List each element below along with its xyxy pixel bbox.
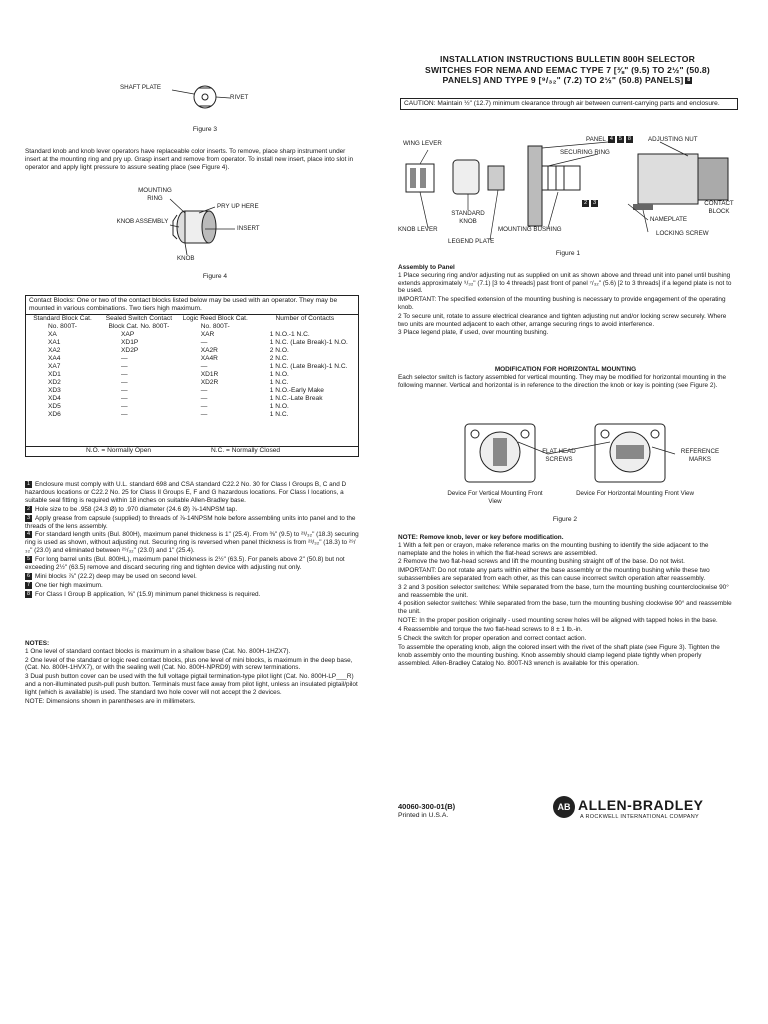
table-cell: XD1R (200, 371, 219, 378)
caution-text: CAUTION: Maintain ½" (12.7) minimum clearance through air between current-carrying parts and enclosure. (404, 100, 720, 107)
modification-step: 1 With a felt pen or crayon, make reference marks on the mounting bushing to identify the side adjacent to the nameplate and the holes in which the flat-head screws are assembled. (398, 541, 709, 557)
table-cell: — (200, 363, 208, 370)
table-cell: — (121, 387, 128, 394)
rivet-label: RIVET (230, 94, 249, 101)
table-row (26, 379, 358, 387)
table-cell: XAP (121, 331, 135, 338)
assembly-step: 1 Place securing ring and/or adjusting nut as supplied on unit as shown above and thread unit into panel until bushing extends approximately ⁹/₃₂" (7.1) [3 to 4 threads] past front of panel ⁷/₃₂" (5.6) [2 to 3 threads] if a legend plate is not to be used. (398, 271, 732, 295)
table-cell: 1 N.C. (269, 411, 289, 418)
note-item: 1 One level of standard contact blocks is maximum in a shallow base (Cat. No. 800H-1HZX7). (25, 647, 291, 655)
modification-text: Each selector switch is factory assembled for vertical mounting. They may be modified for horizontal mounting in the following manner. Vertical and horizontal is in reference to the direction the knob or key is pointing (see Figure 2). (398, 373, 727, 389)
table-cell: — (200, 403, 208, 410)
horizontal-caption: Device For Horizontal Mounting Front View (576, 490, 694, 497)
printed-in: Printed in U.S.A. (398, 812, 449, 819)
locking-screw-label: LOCKING SCREW (656, 230, 709, 237)
table-row (26, 403, 358, 411)
flat-head-screws-label: FLAT HEAD SCREWS (542, 448, 576, 463)
modification-heading: MODIFICATION FOR HORIZONTAL MOUNTING (494, 366, 637, 373)
notes-heading: NOTES: (25, 640, 50, 647)
table-cell: 1 N.O. (269, 371, 289, 378)
footnote-text: For long barrel units (Bul. 800HL), maximum panel thickness is 2½" (63.5). For panels above 2" (50.8) but not exceeding 2½" (63.5) remove and discard securing ring and tighten device with adjusting nut only. (25, 556, 345, 571)
contact-block-label: CONTACT BLOCK (704, 200, 734, 215)
title-line: INSTALLATION INSTRUCTIONS BULLETIN 800H SELECTOR (439, 54, 695, 64)
knob-lever-label: KNOB LEVER (398, 226, 438, 233)
figure-4 (115, 185, 315, 285)
table-cell: — (200, 339, 208, 346)
figure-1 (398, 132, 743, 262)
table-cell: XD4 (48, 395, 61, 402)
table-cell: — (121, 403, 128, 410)
table-cell: — (200, 395, 208, 402)
brand-name: ALLEN-BRADLEY (578, 797, 704, 813)
modification-step: IMPORTANT: Do not rotate any parts within either the base assembly or the mounting bushing while these two subassemblies are separated from each other, as this can cause incorrect switch operation after reassembly. (398, 567, 710, 582)
assembly-step: 3 Place legend plate, if used, over mounting bushing. (398, 329, 549, 337)
shaft-plate-label: SHAFT PLATE (120, 84, 162, 91)
table-cell: XA4 (48, 355, 61, 362)
table-cell: — (200, 411, 208, 418)
figure-2 (430, 412, 730, 532)
table-cell: XD1P (121, 339, 139, 346)
footnote (25, 573, 360, 581)
footnote (25, 591, 360, 599)
table-row (26, 355, 358, 363)
brand-subtitle: A ROCKWELL INTERNATIONAL COMPANY (580, 814, 700, 820)
securing-ring-label: SECURING RING (560, 149, 610, 156)
table-cell: XA4R (200, 355, 218, 362)
table-cell: — (121, 379, 128, 386)
table-cell: XD2R (200, 379, 219, 386)
figure-3 (110, 75, 280, 137)
nameplate-label: NAMEPLATE (650, 216, 688, 223)
legend-plate-label: LEGEND PLATE (448, 238, 495, 245)
table-cell: — (121, 411, 128, 418)
figure-1-caption: Figure 1 (555, 250, 581, 257)
table-cell: 1 N.C. (Late Break)-1 N.O. (269, 339, 348, 346)
closing-paragraph: To assemble the operating knob, align the colored insert with the rivet of the shaft plate (see Figure 3). Tighten the knob assembly onto the mounting bushing. Knob assembly should clamp legend plate tightly when properly assembled. Allen-Bradley Catalog No. 800T-N3 wrench is available for this operation. (398, 644, 720, 667)
footnotes (25, 481, 360, 600)
pry-up-here-label: PRY UP HERE (217, 203, 259, 210)
adjusting-nut-label: ADJUSTING NUT (648, 136, 698, 143)
table-cell: 2 N.O. (269, 347, 289, 354)
footnote (25, 515, 360, 531)
knob-assembly-label: KNOB ASSEMBLY (116, 218, 169, 225)
table-row (26, 331, 358, 339)
assembly-step: 2 To secure unit, rotate to assure electrical clearance and tighten adjusting nut and/or locking screw securely. Where two units are mounted adjacent to each other, arrange securing rings to avoid interference. (398, 312, 727, 328)
footnote-ref: 8 (687, 77, 691, 84)
table-row (26, 395, 358, 403)
table-cell: — (121, 371, 128, 378)
footnote-number: 3 (26, 514, 31, 521)
reference-marks-label: REFERENCE MARKS (680, 448, 720, 463)
contact-block-table (25, 295, 359, 457)
footnote-text: One tier high maximum. (35, 581, 103, 589)
vertical-caption: Device For Vertical Mounting Front View (447, 490, 543, 505)
figure-2-caption: Figure 2 (552, 516, 578, 523)
modification-step: 4 position selector switches: While separated from the base, turn the mounting bushing clockwise 90° and reassemble the unit. (398, 600, 732, 616)
footnote-ref: 2 3 (583, 200, 597, 206)
footnote-text: Mini blocks ⅞" (22.2) deep may be used on second level. (35, 572, 197, 580)
dimension-note: NOTE: Dimensions shown in parentheses are in millimeters. (25, 697, 196, 705)
table-cell: XD2P (121, 347, 139, 354)
assembly-section (398, 264, 733, 338)
col-header: Standard Block Cat. No. 800T- (33, 315, 92, 330)
table-cell: XA2 (48, 347, 61, 354)
table-cell: XA (48, 331, 57, 338)
standard-knob-label: STANDARD KNOB (451, 210, 485, 225)
footer-nc: N.C. = Normally Closed (211, 447, 281, 454)
col-header: Sealed Switch Contact Block Cat. No. 800T- (105, 315, 173, 330)
title-line: PANELS] AND TYPE 9 [⁹/₃₂" (7.2) TO 2½" (50.8) PANELS] 8 (442, 75, 691, 85)
mounting-ring-label: MOUNTING RING (138, 187, 172, 202)
modification-step: 5 Check the switch for proper operation and correct contact action. (398, 634, 587, 642)
notes-section (25, 640, 360, 705)
allen-bradley-logo (553, 796, 575, 818)
table-cell: 1 N.O.-1 N.C. (269, 331, 310, 338)
table-row (26, 387, 358, 395)
footnote-text: Apply grease from capsule (supplied) to threads of ⅞-14NPSM hole before assembling units into panel and to the threads of the lens assembly. (25, 514, 356, 530)
table-cell: XA7 (48, 363, 61, 370)
modification-step: 3 2 and 3 position selector switches: While separated from the base, turn the mounting bushing counterclockwise 90° and reassemble the unit. (398, 583, 729, 599)
table-cell: XAR (200, 331, 215, 338)
table-cell: 1 N.C. (269, 379, 289, 386)
modification-step: NOTE: In the proper position originally - used mounting screw holes will be aligned with tapped holes in the base. (398, 616, 718, 624)
footnote (25, 506, 360, 514)
table-cell: 1 N.C. (Late Break)-1 N.C. (269, 363, 348, 370)
intro-paragraph: Standard knob and knob lever operators have replaceable color inserts. To remove, place sharp instrument under insert at the mounting ring and pry up. Grasp insert and remove from operator. To install new insert, place into slot in operator and apply light pressure to assure seating place (see Figure 4). (25, 148, 354, 171)
shaft-plate-diagram (110, 75, 280, 123)
table-cell: — (200, 387, 208, 394)
caution-box (400, 98, 738, 110)
footnote-number: 1 (26, 481, 31, 487)
table-row (26, 363, 358, 371)
modification-note: NOTE: Remove knob, lever or key before modification. (398, 534, 564, 541)
table-cell: XD5 (48, 403, 61, 410)
table-cell: XA1 (48, 339, 61, 346)
table-cell: 1 N.O. (269, 403, 289, 410)
footnote-text: For Class I Group B application, ⅝" (15.9) minimum panel thickness is required. (35, 590, 261, 598)
figure-3-caption: Figure 3 (192, 126, 218, 133)
table-cell: — (121, 363, 128, 370)
footnote (25, 481, 360, 505)
footnote-number: 8 (26, 590, 31, 597)
table-cell: — (121, 395, 128, 402)
footnote (25, 556, 360, 572)
table-footer (26, 446, 358, 456)
table-row (26, 371, 358, 379)
footnote-number: 6 (26, 572, 31, 579)
table-cell: XD3 (48, 387, 61, 394)
table-cell: 1 N.C.-Late Break (269, 395, 323, 402)
table-cell: 2 N.C. (269, 355, 289, 362)
footnote-text: For standard length units (Bul. 800H), maximum panel thickness is 1" (25.4). From ⅜" (9.5) to ²³/₃₂" (18.3) securing ring is used as shown, without adjusting nut. Securing ring is reversed when panel thickness is from ²³/₃₂" (18.3) to ²⁹/₃₂" (23.0) and eliminated between ²⁹/₃₂" (23.0) and 1" (25.4). (25, 531, 359, 555)
title-line: SWITCHES FOR NEMA AND EEMAC TYPE 7 [⅜" (9.5) TO 2½" (50.8) (425, 64, 710, 75)
col-header: Logic Reed Block Cat. No. 800T- (182, 315, 248, 330)
footnote-text: Enclosure must comply with U.L. standard 698 and CSA standard C22.2 No. 30 for Class I Groups B, C and D hazardous locations or C22.2 No. 25 for Class II Groups E, F and G hazardous locations. For Class I locations, a suitable seal fitting is required within 18 inches on suitable Allen-Bradley base. (25, 481, 347, 504)
logo-text: AB (557, 802, 571, 812)
col-header: Number of Contacts (275, 315, 335, 322)
insert-label: INSERT (237, 225, 260, 232)
table-row (26, 347, 358, 355)
footnote (25, 582, 360, 590)
footer-no: N.O. = Normally Open (86, 447, 152, 454)
footnote (25, 531, 360, 555)
note-item: 3 Dual push button cover can be used with the full voltage pigtail termination-type pilot light (Cat. No. 800H-LP___R) and a non-illuminated push-pull push button. Terminals must face away from pilot light, unless an insulated pigtail/pilot light (which is available) is used. The standard two hole cover will not accept the 2 devices. (25, 673, 358, 696)
footnote-text: Hole size to be .958 (24.3 Ø) to .970 diameter (24.6 Ø) ⅞-14NPSM tap. (35, 505, 238, 513)
table-cell: XD6 (48, 411, 61, 418)
document-number: 40060-300-01(B) (398, 802, 456, 811)
note-item: 2 One level of the standard or logic reed contact blocks, plus one level of mini blocks, is maximum in the deep base, (Cat. No. 800H-1HVX7), or with the sealing well (Cat. No. 800H-NPRD9) with screw terminations. (25, 656, 353, 672)
table-row (26, 339, 358, 347)
wing-lever-label: WING LEVER (403, 140, 442, 147)
table-cell: 1 N.O.-Early Make (269, 387, 324, 394)
table-cell: — (121, 355, 128, 362)
mounting-bushing-label: MOUNTING BUSHING (498, 226, 562, 233)
footnote-number: 2 (26, 505, 31, 512)
footnote-number: 4 (26, 531, 31, 538)
modification-section (398, 366, 733, 389)
table-row (26, 411, 358, 419)
table-cell: XD1 (48, 371, 61, 378)
assembly-step: IMPORTANT: The specified extension of the mounting bushing is necessary to provide engagement of the operating knob. (398, 296, 726, 311)
modification-steps (398, 534, 733, 668)
table-cell: XD2 (48, 379, 61, 386)
assembly-heading: Assembly to Panel (398, 264, 455, 271)
page-title (395, 54, 740, 86)
table-intro: Contact Blocks: One or two of the contact blocks listed below may be used with an operator. They may be mounted in various combinations. Two tiers high maximum. (26, 296, 358, 315)
modification-step: 2 Remove the two flat-head screws and lift the mounting bushing straight off of the base. Do not twist. (398, 558, 685, 566)
modification-step: 4 Reassemble and torque the two flat-head screws to 8 ± 1 lb.-in. (398, 625, 583, 633)
footnote-number: 5 (26, 555, 31, 562)
figure-4-caption: Figure 4 (202, 273, 228, 280)
table-cell: XA2R (200, 347, 218, 354)
knob-label: KNOB (177, 255, 195, 262)
footnote-number: 7 (26, 581, 31, 588)
contact-table (26, 315, 358, 419)
panel-label: PANEL 4 5 8 (586, 136, 631, 144)
